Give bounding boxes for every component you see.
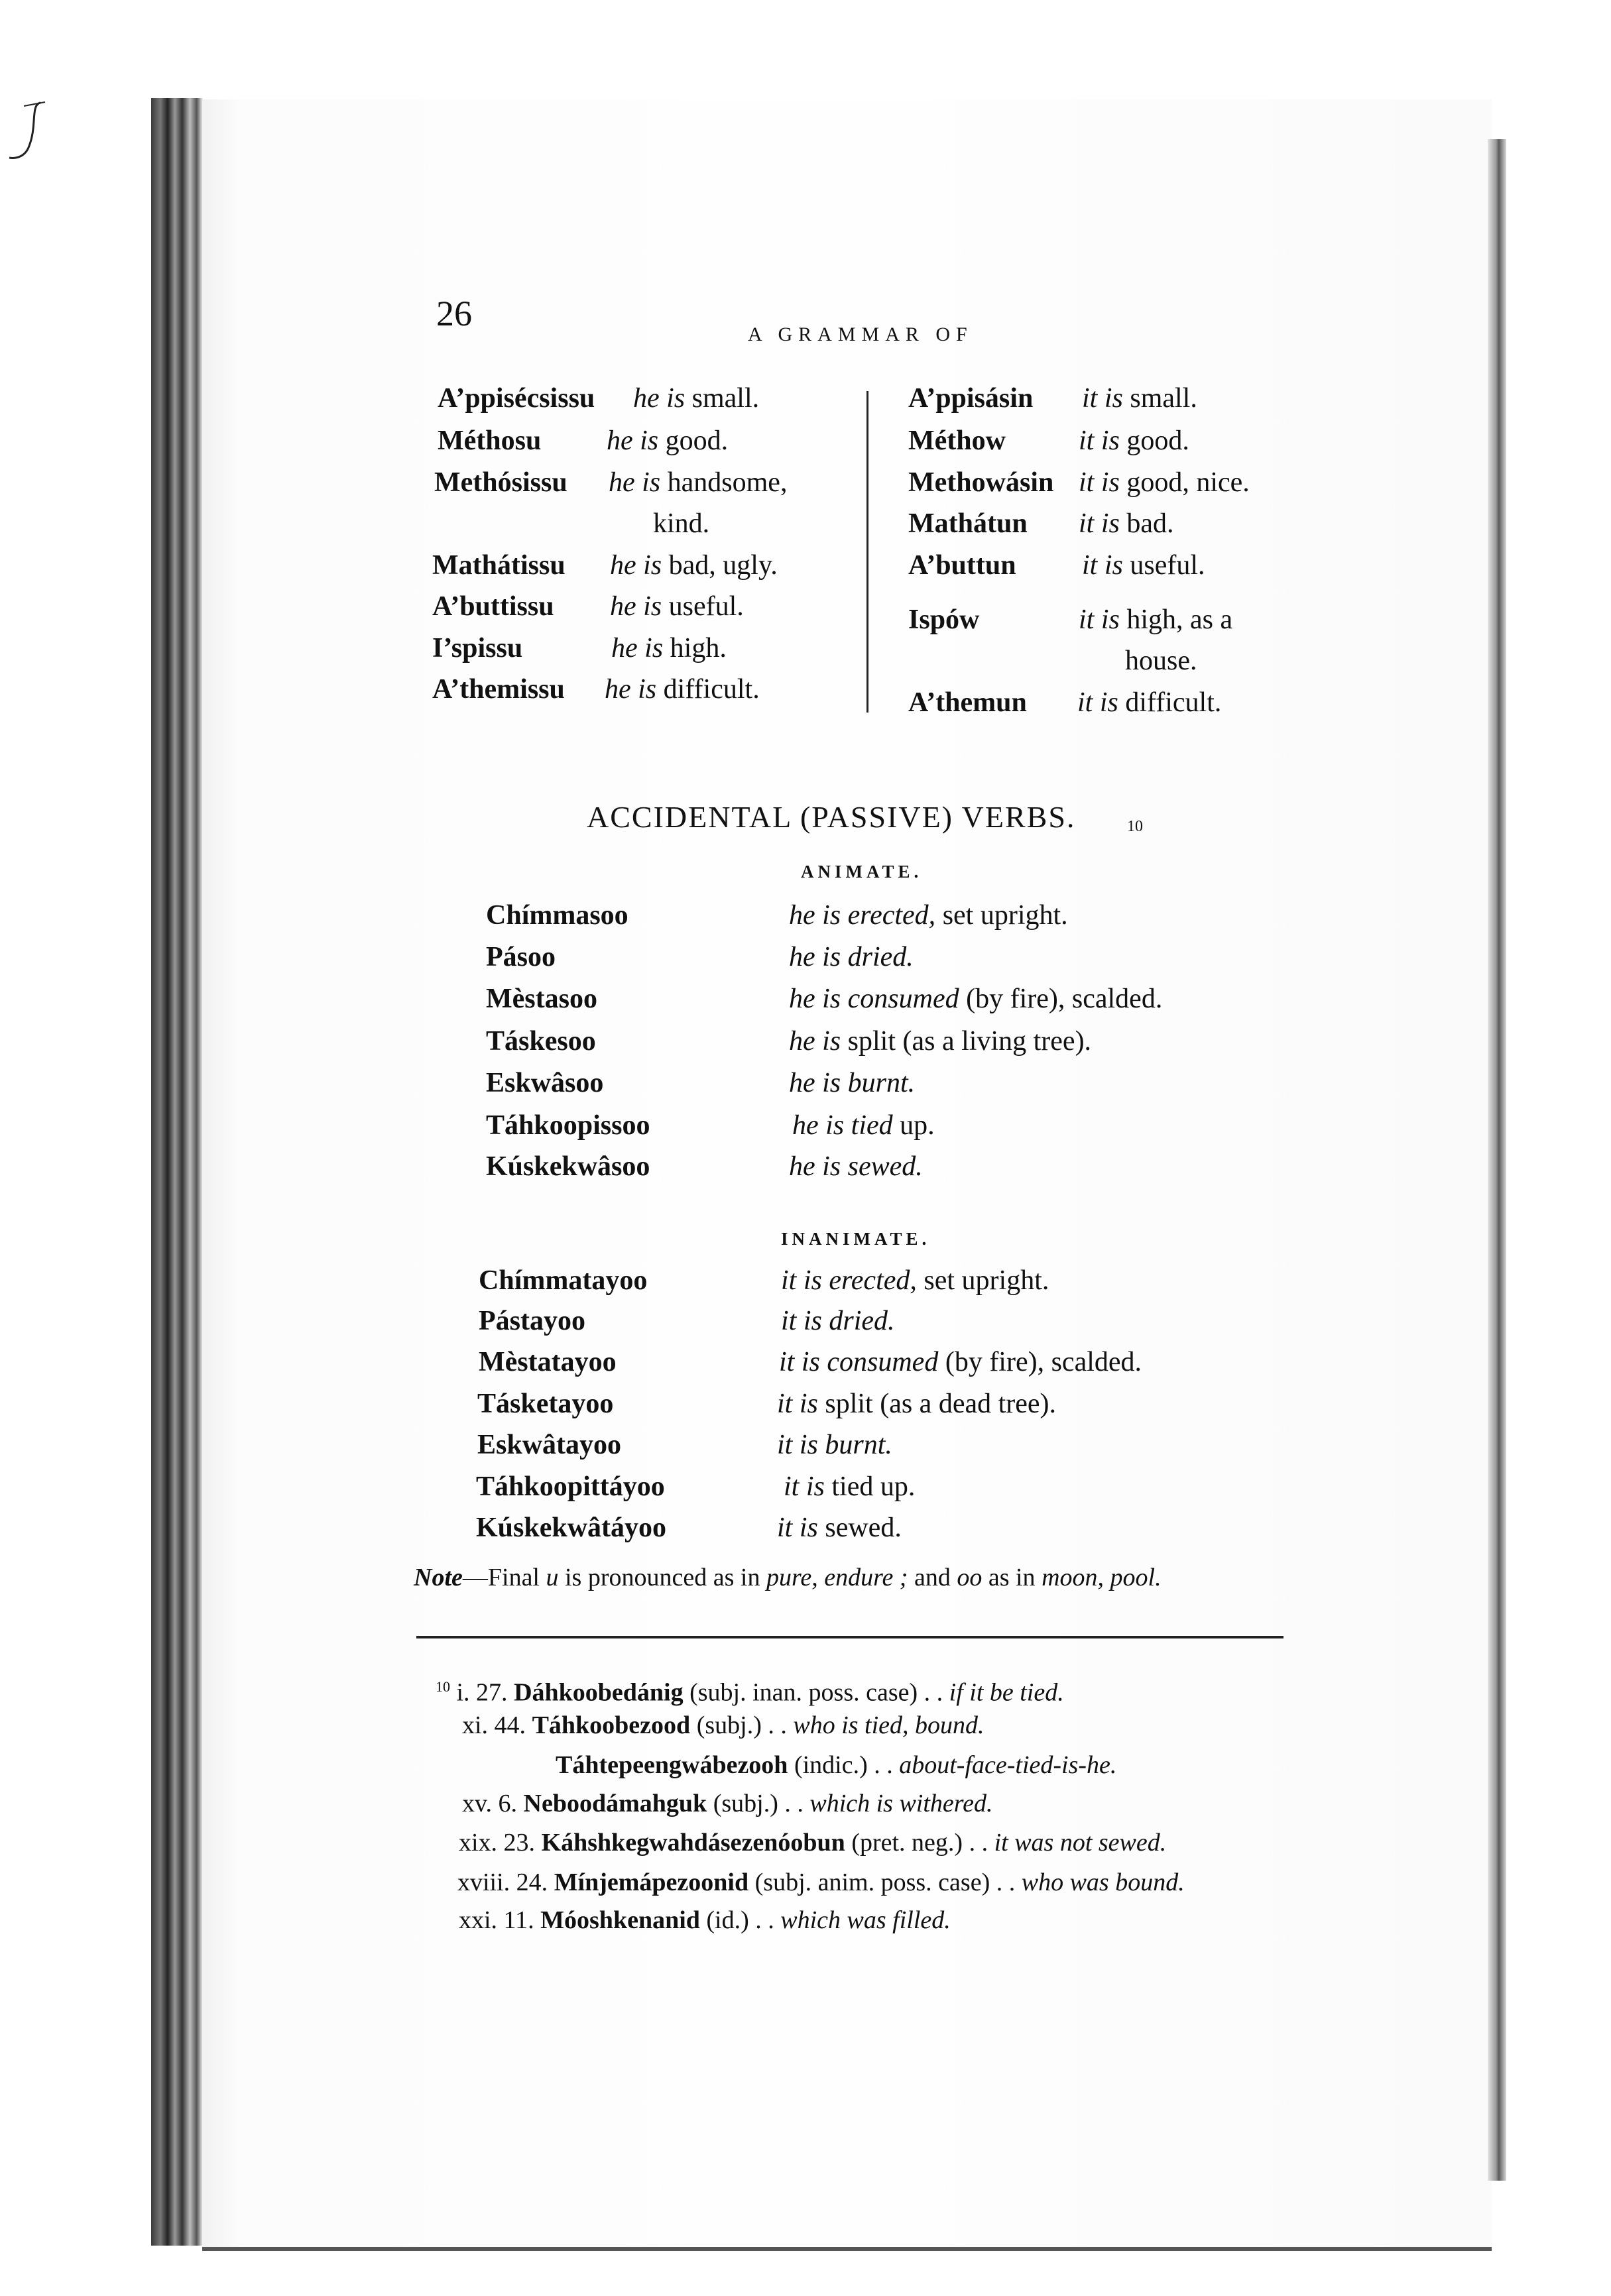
adjective-word: A’buttissu bbox=[432, 591, 554, 622]
footnote-line: xviii. 24. Mínjemápezoonid (subj. anim. poss. case) . . who was bound. bbox=[457, 1868, 1185, 1896]
verb-gloss: he is burnt. bbox=[789, 1068, 916, 1098]
verb-word: Táskesoo bbox=[486, 1026, 596, 1057]
adjective-word: Mathátissu bbox=[432, 550, 566, 581]
footnote-line: xxi. 11. Móoshkenanid (id.) . . which was filled. bbox=[459, 1906, 951, 1934]
adjective-gloss: it is good. bbox=[1079, 426, 1189, 456]
pronunciation-note: Note—Final u is pronounced as in pure, endure ; and oo as in moon, pool. bbox=[414, 1564, 1162, 1591]
adjective-gloss: he is good. bbox=[607, 426, 729, 456]
column-divider bbox=[866, 391, 868, 713]
adjective-word: Mathátun bbox=[908, 508, 1028, 539]
verb-gloss: he is tied up. bbox=[792, 1110, 935, 1141]
adjective-gloss: he is useful. bbox=[610, 591, 744, 622]
verb-gloss: it is sewed. bbox=[777, 1513, 902, 1543]
running-head: A GRAMMAR OF bbox=[748, 323, 973, 345]
adjective-gloss: it is bad. bbox=[1079, 508, 1174, 539]
verb-gloss: he is split (as a living tree). bbox=[789, 1026, 1092, 1057]
verb-gloss: it is burnt. bbox=[777, 1430, 892, 1460]
adjective-word: A’themissu bbox=[432, 674, 565, 705]
adjective-gloss: he is handsome, bbox=[609, 467, 788, 498]
adjective-gloss: it is useful. bbox=[1082, 550, 1205, 581]
inanimate-heading: INANIMATE. bbox=[781, 1229, 931, 1249]
verb-gloss: it is consumed (by fire), scalded. bbox=[779, 1347, 1142, 1377]
verb-gloss: he is dried. bbox=[789, 942, 914, 972]
verb-word: Pástayoo bbox=[479, 1306, 585, 1336]
adjective-gloss: it is difficult. bbox=[1077, 687, 1222, 718]
adjective-word: Methósissu bbox=[434, 467, 567, 498]
animate-heading: ANIMATE. bbox=[801, 862, 923, 882]
verb-word: Chímmatayoo bbox=[479, 1265, 648, 1296]
verb-word: Mèstatayoo bbox=[479, 1347, 617, 1377]
verb-word: Eskwâtayoo bbox=[477, 1430, 622, 1460]
adjective-gloss-continued: house. bbox=[1125, 646, 1197, 676]
verb-gloss: it is dried. bbox=[781, 1306, 895, 1336]
adjective-gloss: it is small. bbox=[1082, 383, 1197, 414]
adjective-word: A’ppisásin bbox=[908, 383, 1034, 414]
book-spine bbox=[1488, 139, 1506, 2181]
adjective-gloss: he is difficult. bbox=[605, 674, 760, 705]
adjective-gloss: he is bad, ugly. bbox=[610, 550, 778, 581]
adjective-gloss: it is high, as a bbox=[1079, 604, 1233, 635]
adjective-word: A’buttun bbox=[908, 550, 1016, 581]
footnote-reference: 10 bbox=[1127, 818, 1143, 835]
scan-margin bbox=[0, 0, 152, 2296]
adjective-gloss: it is good, nice. bbox=[1079, 467, 1250, 498]
verb-word: Kúskekwâsoo bbox=[486, 1151, 650, 1182]
adjective-word: Ispów bbox=[908, 604, 980, 635]
verb-word: Táhkoopittáyoo bbox=[476, 1471, 665, 1502]
adjective-word: I’spissu bbox=[432, 633, 523, 663]
verb-gloss: it is tied up. bbox=[784, 1471, 916, 1502]
footnote-line: Táhtepeengwábezooh (indic.) . . about-face-tied-is-he. bbox=[556, 1751, 1117, 1779]
scan-mark bbox=[4, 99, 50, 166]
verb-word: Pásoo bbox=[486, 942, 556, 972]
verb-gloss: he is erected, set upright. bbox=[789, 900, 1068, 931]
page-number: 26 bbox=[436, 294, 472, 333]
footnote-line: $^{10}$ i. 27. Dáhkoobedánig (subj. inan. poss. case) . . if it be tied. bbox=[436, 1678, 1064, 1707]
verb-word: Táhkoopissoo bbox=[486, 1110, 650, 1141]
book-edge bbox=[151, 98, 203, 2246]
verb-word: Chímmasoo bbox=[486, 900, 628, 931]
verb-gloss: it is split (as a dead tree). bbox=[777, 1389, 1057, 1419]
adjective-word: A’themun bbox=[908, 687, 1027, 718]
verb-gloss: he is sewed. bbox=[789, 1151, 923, 1182]
verb-word: Tásketayoo bbox=[477, 1389, 614, 1419]
adjective-gloss: he is small. bbox=[633, 383, 760, 414]
adjective-word: Méthosu bbox=[438, 426, 542, 456]
section-title: ACCIDENTAL (PASSIVE) VERBS. bbox=[587, 800, 1076, 834]
verb-word: Mèstasoo bbox=[486, 984, 597, 1014]
adjective-word: Méthow bbox=[908, 426, 1006, 456]
footnote-rule bbox=[416, 1636, 1283, 1638]
footnote-line: xv. 6. Neboodámahguk (subj.) . . which is withered. bbox=[462, 1790, 993, 1817]
verb-gloss: it is erected, set upright. bbox=[781, 1265, 1049, 1296]
verb-word: Eskwâsoo bbox=[486, 1068, 604, 1098]
verb-word: Kúskekwâtáyoo bbox=[476, 1513, 667, 1543]
adjective-word: A’ppisécsissu bbox=[438, 383, 595, 414]
adjective-word: Methowásin bbox=[908, 467, 1054, 498]
adjective-gloss: he is high. bbox=[611, 633, 727, 663]
verb-gloss: he is consumed (by fire), scalded. bbox=[789, 984, 1163, 1014]
adjective-gloss-continued: kind. bbox=[653, 508, 710, 539]
footnote-line: xix. 23. Káhshkegwahdásezenóobun (pret. neg.) . . it was not sewed. bbox=[459, 1829, 1167, 1857]
footnote-line: xi. 44. Táhkoobezood (subj.) . . who is tied, bound. bbox=[462, 1711, 984, 1739]
